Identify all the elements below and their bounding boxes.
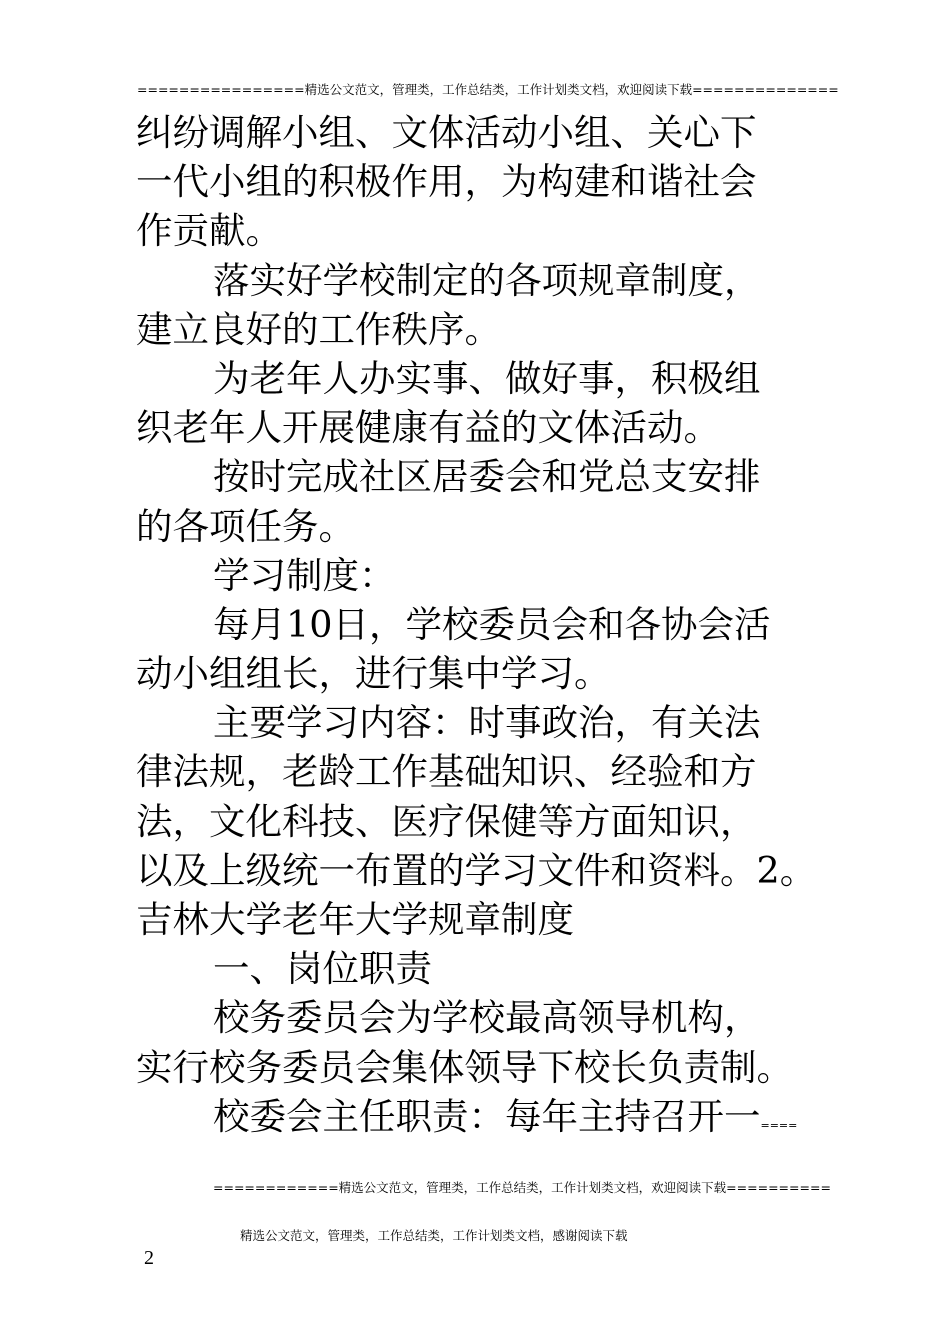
body-line: 律法规，老龄工作基础知识、经验和方 [136, 750, 757, 794]
body-line: 作贡献。 [136, 209, 282, 253]
body-line: 吉林大学老年大学规章制度 [136, 898, 574, 941]
body-line: 一、岗位职责 [213, 947, 432, 991]
body-line: 一代小组的积极作用，为构建和谐社会 [136, 160, 757, 204]
body-line: 的各项任务。 [136, 504, 355, 548]
body-line: 校务委员会为学校最高领导机构， [213, 996, 761, 1040]
body-line: 学习制度： [213, 553, 396, 597]
footer-note: 精选公文范文，管理类，工作总结类，工作计划类文档，感谢阅读下载 [240, 1228, 628, 1243]
footer-banner: ============精选公文范文，管理类，工作总结类，工作计划类文档，欢迎阅读下载========== [213, 1180, 831, 1195]
body-line: 落实好学校制定的各项规章制度， [213, 258, 761, 302]
body-line-tail-marker: ==== [760, 1118, 798, 1132]
page-number: 2 [144, 1247, 154, 1269]
header-banner: ================精选公文范文，管理类，工作总结类，工作计划类文档，欢迎阅读下载============== [137, 82, 839, 97]
body-line: 按时完成社区居委会和党总支安排 [213, 455, 761, 499]
body-line-last-text: 校委会主任职责：每年主持召开一 [213, 1094, 761, 1138]
body-line: 实行校务委员会集体领导下校长负责制。 [136, 1045, 793, 1089]
body-line: 纠纷调解小组、文体活动小组、关心下 [136, 111, 757, 154]
body-line: 法，文化科技、医疗保健等方面知识， [136, 799, 757, 843]
body-line: 织老年人开展健康有益的文体活动。 [136, 406, 720, 450]
body-line: 主要学习内容：时事政治，有关法 [213, 701, 761, 745]
document-body [136, 108, 836, 1141]
body-line: 建立良好的工作秩序。 [136, 307, 501, 351]
body-line: 为老年人办实事、做好事，积极组 [213, 356, 761, 400]
body-line: 每月10日，学校委员会和各协会活 [213, 602, 771, 646]
body-line: 以及上级统一布置的学习文件和资料。2。 [136, 848, 817, 892]
body-line-last [136, 1092, 836, 1141]
body-line: 动小组组长，进行集中学习。 [136, 652, 611, 696]
